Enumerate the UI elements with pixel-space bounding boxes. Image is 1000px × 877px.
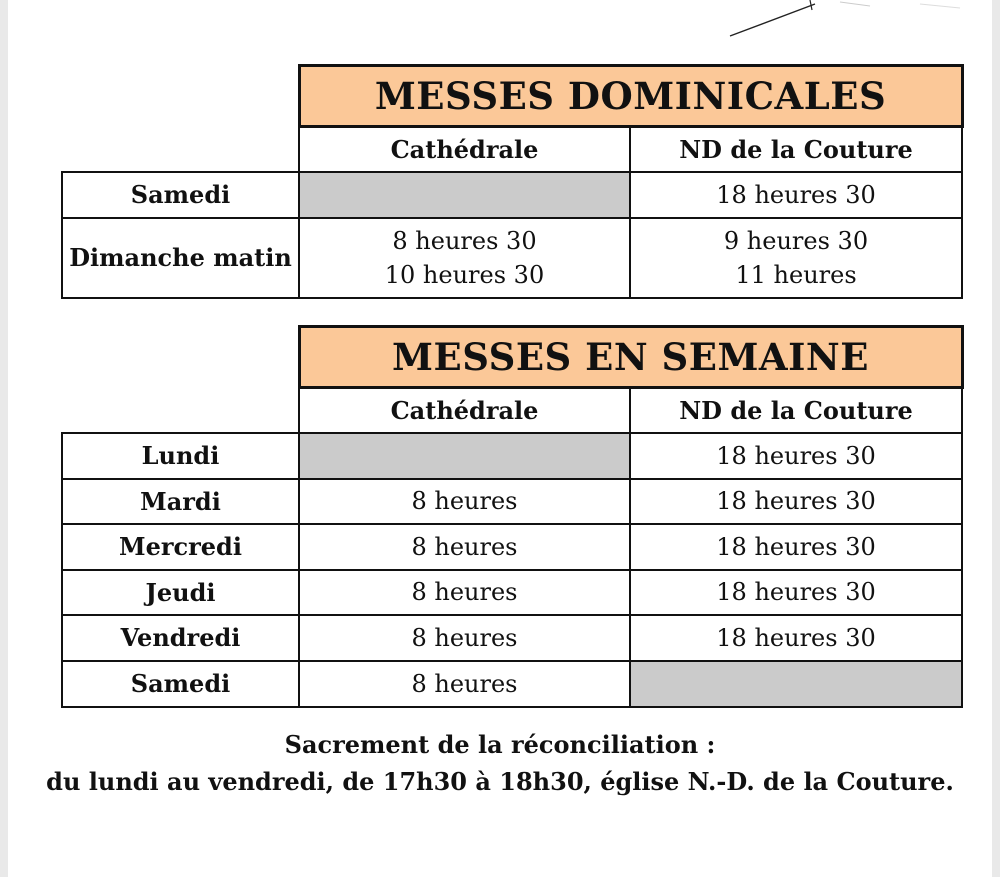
reconciliation-note bbox=[8, 726, 992, 800]
sunday-masses-table bbox=[61, 64, 964, 299]
time-cell-cathedrale bbox=[299, 218, 630, 298]
time-cell-couture bbox=[630, 479, 962, 524]
mass-time: 11 heures bbox=[735, 260, 857, 289]
time-cell-couture bbox=[630, 615, 962, 661]
mass-time: 8 heures bbox=[411, 669, 518, 698]
day-label: Mercredi bbox=[62, 524, 299, 570]
column-header-cathedrale: Cathédrale bbox=[299, 388, 630, 433]
schedule-row bbox=[62, 433, 962, 479]
weekday-table-title: MESSES EN SEMAINE bbox=[299, 327, 962, 388]
sunday-table-title: MESSES DOMINICALES bbox=[299, 66, 962, 127]
schedule-row bbox=[62, 570, 962, 615]
column-header-cathedrale: Cathédrale bbox=[299, 127, 630, 172]
pen-scribble-mark bbox=[720, 0, 970, 42]
time-cell-couture bbox=[630, 570, 962, 615]
day-label: Mardi bbox=[62, 479, 299, 524]
time-cell-cathedrale bbox=[299, 433, 630, 479]
reconciliation-schedule: du lundi au vendredi, de 17h30 à 18h30, église N.-D. de la Couture. bbox=[46, 767, 954, 796]
time-cell-cathedrale bbox=[299, 172, 630, 218]
day-label: Dimanche matin bbox=[62, 218, 299, 298]
mass-time: 18 heures 30 bbox=[716, 623, 876, 652]
day-label: Lundi bbox=[62, 433, 299, 479]
mass-time: 8 heures bbox=[411, 623, 518, 652]
day-label: Samedi bbox=[62, 661, 299, 707]
mass-time: 18 heures 30 bbox=[716, 180, 876, 209]
time-cell-couture bbox=[630, 524, 962, 570]
schedule-row bbox=[62, 172, 962, 218]
mass-time: 10 heures 30 bbox=[384, 260, 545, 289]
reconciliation-title: Sacrement de la réconciliation : bbox=[284, 730, 716, 759]
mass-time: 8 heures 30 bbox=[392, 226, 537, 255]
time-cell-cathedrale bbox=[299, 524, 630, 570]
column-header-couture: ND de la Couture bbox=[630, 127, 962, 172]
time-cell-cathedrale bbox=[299, 661, 630, 707]
time-cell-couture bbox=[630, 172, 962, 218]
time-cell-couture bbox=[630, 218, 962, 298]
schedule-row bbox=[62, 218, 962, 298]
day-label: Vendredi bbox=[62, 615, 299, 661]
sunday-rows bbox=[62, 172, 962, 298]
schedule-row bbox=[62, 524, 962, 570]
time-cell-cathedrale bbox=[299, 615, 630, 661]
mass-time: 18 heures 30 bbox=[716, 441, 876, 470]
day-label: Samedi bbox=[62, 172, 299, 218]
mass-time: 8 heures bbox=[411, 578, 518, 606]
schedule-row bbox=[62, 479, 962, 524]
mass-time: 18 heures 30 bbox=[716, 578, 876, 606]
column-header-couture: ND de la Couture bbox=[630, 388, 962, 433]
mass-time: 8 heures bbox=[411, 532, 518, 561]
mass-time: 18 heures 30 bbox=[716, 487, 876, 515]
day-label: Jeudi bbox=[62, 570, 299, 615]
time-cell-cathedrale bbox=[299, 479, 630, 524]
document-page bbox=[8, 0, 992, 877]
time-cell-cathedrale bbox=[299, 570, 630, 615]
weekday-masses-table bbox=[61, 325, 964, 708]
mass-time: 18 heures 30 bbox=[716, 532, 876, 561]
time-cell-couture bbox=[630, 433, 962, 479]
mass-time: 8 heures bbox=[411, 487, 518, 515]
schedule-row bbox=[62, 615, 962, 661]
weekday-rows bbox=[62, 433, 962, 707]
mass-time: 9 heures 30 bbox=[723, 226, 869, 255]
schedule-row bbox=[62, 661, 962, 707]
time-cell-couture bbox=[630, 661, 962, 707]
